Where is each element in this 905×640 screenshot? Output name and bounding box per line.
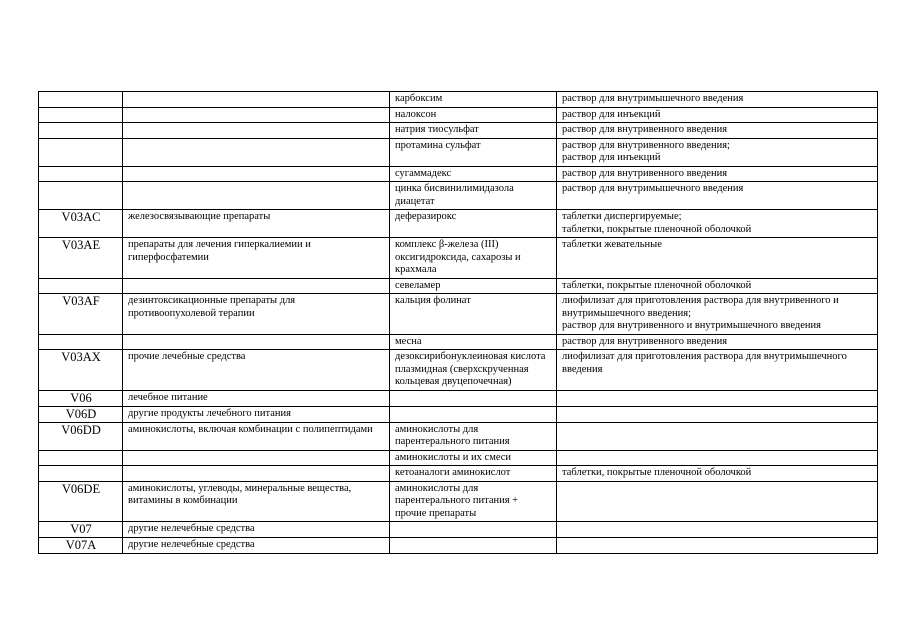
drug-name-cell: месна xyxy=(390,334,557,350)
table-body xyxy=(39,92,878,554)
atc-code-cell xyxy=(39,182,123,210)
dosage-form-cell xyxy=(557,406,878,422)
table-row xyxy=(39,294,878,335)
atc-group-cell: другие нелечебные средства xyxy=(123,522,390,538)
dosage-form-cell: раствор для внутривенного введения xyxy=(557,123,878,139)
atc-code-cell xyxy=(39,123,123,139)
dosage-form-cell xyxy=(557,450,878,466)
table-row xyxy=(39,538,878,554)
table-row xyxy=(39,481,878,522)
table-row xyxy=(39,107,878,123)
atc-group-cell xyxy=(123,334,390,350)
atc-code-cell xyxy=(39,334,123,350)
atc-group-cell xyxy=(123,278,390,294)
atc-group-cell: прочие лечебные средства xyxy=(123,350,390,391)
atc-code-cell xyxy=(39,450,123,466)
dosage-form-cell: таблетки, покрытые пленочной оболочкой xyxy=(557,466,878,482)
drug-name-cell: севеламер xyxy=(390,278,557,294)
dosage-form-cell: таблетки диспергируемые; таблетки, покрытые пленочной оболочкой xyxy=(557,210,878,238)
drug-name-cell: аминокислоты для парентерального питания + прочие препараты xyxy=(390,481,557,522)
atc-group-cell xyxy=(123,138,390,166)
table-row xyxy=(39,123,878,139)
atc-group-cell xyxy=(123,182,390,210)
atc-group-cell: дезинтоксикационные препараты для противоопухолевой терапии xyxy=(123,294,390,335)
dosage-form-cell: раствор для инъекций xyxy=(557,107,878,123)
drug-name-cell: аминокислоты для парентерального питания xyxy=(390,422,557,450)
dosage-form-cell: таблетки жевательные xyxy=(557,238,878,279)
atc-code-cell xyxy=(39,92,123,108)
drug-name-cell xyxy=(390,390,557,406)
drug-name-cell: натрия тиосульфат xyxy=(390,123,557,139)
dosage-form-cell: раствор для внутривенного введения xyxy=(557,166,878,182)
drug-name-cell: протамина сульфат xyxy=(390,138,557,166)
atc-code-cell xyxy=(39,466,123,482)
table-row xyxy=(39,522,878,538)
dosage-form-cell xyxy=(557,538,878,554)
table-row xyxy=(39,466,878,482)
table-row xyxy=(39,238,878,279)
atc-code-cell: V06D xyxy=(39,406,123,422)
atc-code-cell: V03AC xyxy=(39,210,123,238)
atc-group-cell: железосвязывающие препараты xyxy=(123,210,390,238)
dosage-form-cell: лиофилизат для приготовления раствора для внутривенного и внутримышечного введения; раствор для внутривенного и внутримышечного введения xyxy=(557,294,878,335)
table-row xyxy=(39,450,878,466)
table-row xyxy=(39,210,878,238)
drug-name-cell: кетоаналоги аминокислот xyxy=(390,466,557,482)
atc-code-cell xyxy=(39,278,123,294)
drug-classification-table xyxy=(38,91,878,554)
drug-name-cell: сугаммадекс xyxy=(390,166,557,182)
atc-group-cell: лечебное питание xyxy=(123,390,390,406)
atc-group-cell xyxy=(123,107,390,123)
atc-group-cell xyxy=(123,466,390,482)
table-row xyxy=(39,422,878,450)
table-row xyxy=(39,350,878,391)
table-row xyxy=(39,182,878,210)
atc-code-cell xyxy=(39,138,123,166)
atc-group-cell: препараты для лечения гиперкалиемии и гиперфосфатемии xyxy=(123,238,390,279)
dosage-form-cell: раствор для внутримышечного введения xyxy=(557,182,878,210)
drug-name-cell: дезоксирибонуклеиновая кислота плазмидная (сверхскрученная кольцевая двуцепочечная) xyxy=(390,350,557,391)
dosage-form-cell xyxy=(557,481,878,522)
atc-code-cell xyxy=(39,107,123,123)
atc-group-cell xyxy=(123,123,390,139)
dosage-form-cell: таблетки, покрытые пленочной оболочкой xyxy=(557,278,878,294)
drug-name-cell xyxy=(390,406,557,422)
atc-code-cell: V07 xyxy=(39,522,123,538)
table-row xyxy=(39,278,878,294)
table-row xyxy=(39,92,878,108)
table-row xyxy=(39,390,878,406)
dosage-form-cell xyxy=(557,422,878,450)
table-row xyxy=(39,406,878,422)
drug-name-cell xyxy=(390,522,557,538)
drug-name-cell: карбоксим xyxy=(390,92,557,108)
atc-group-cell: другие продукты лечебного питания xyxy=(123,406,390,422)
atc-group-cell xyxy=(123,92,390,108)
atc-code-cell: V03AX xyxy=(39,350,123,391)
atc-code-cell: V06DD xyxy=(39,422,123,450)
dosage-form-cell xyxy=(557,390,878,406)
table-row xyxy=(39,334,878,350)
table-row xyxy=(39,138,878,166)
drug-name-cell: налоксон xyxy=(390,107,557,123)
dosage-form-cell: лиофилизат для приготовления раствора для внутримышечного введения xyxy=(557,350,878,391)
atc-group-cell: другие нелечебные средства xyxy=(123,538,390,554)
atc-group-cell xyxy=(123,166,390,182)
table-row xyxy=(39,166,878,182)
dosage-form-cell: раствор для внутримышечного введения xyxy=(557,92,878,108)
atc-code-cell: V06 xyxy=(39,390,123,406)
atc-code-cell: V03AF xyxy=(39,294,123,335)
drug-name-cell xyxy=(390,538,557,554)
drug-name-cell: аминокислоты и их смеси xyxy=(390,450,557,466)
atc-code-cell xyxy=(39,166,123,182)
atc-code-cell: V07A xyxy=(39,538,123,554)
dosage-form-cell xyxy=(557,522,878,538)
atc-group-cell: аминокислоты, углеводы, минеральные вещества, витамины в комбинации xyxy=(123,481,390,522)
dosage-form-cell: раствор для внутривенного введения xyxy=(557,334,878,350)
atc-code-cell: V06DE xyxy=(39,481,123,522)
atc-group-cell: аминокислоты, включая комбинации с полипептидами xyxy=(123,422,390,450)
atc-code-cell: V03AE xyxy=(39,238,123,279)
atc-group-cell xyxy=(123,450,390,466)
drug-name-cell: комплекс β-железа (III) оксигидроксида, сахарозы и крахмала xyxy=(390,238,557,279)
dosage-form-cell: раствор для внутривенного введения; раствор для инъекций xyxy=(557,138,878,166)
drug-name-cell: цинка бисвинилимидазола диацетат xyxy=(390,182,557,210)
drug-name-cell: кальция фолинат xyxy=(390,294,557,335)
drug-name-cell: деферазирокс xyxy=(390,210,557,238)
